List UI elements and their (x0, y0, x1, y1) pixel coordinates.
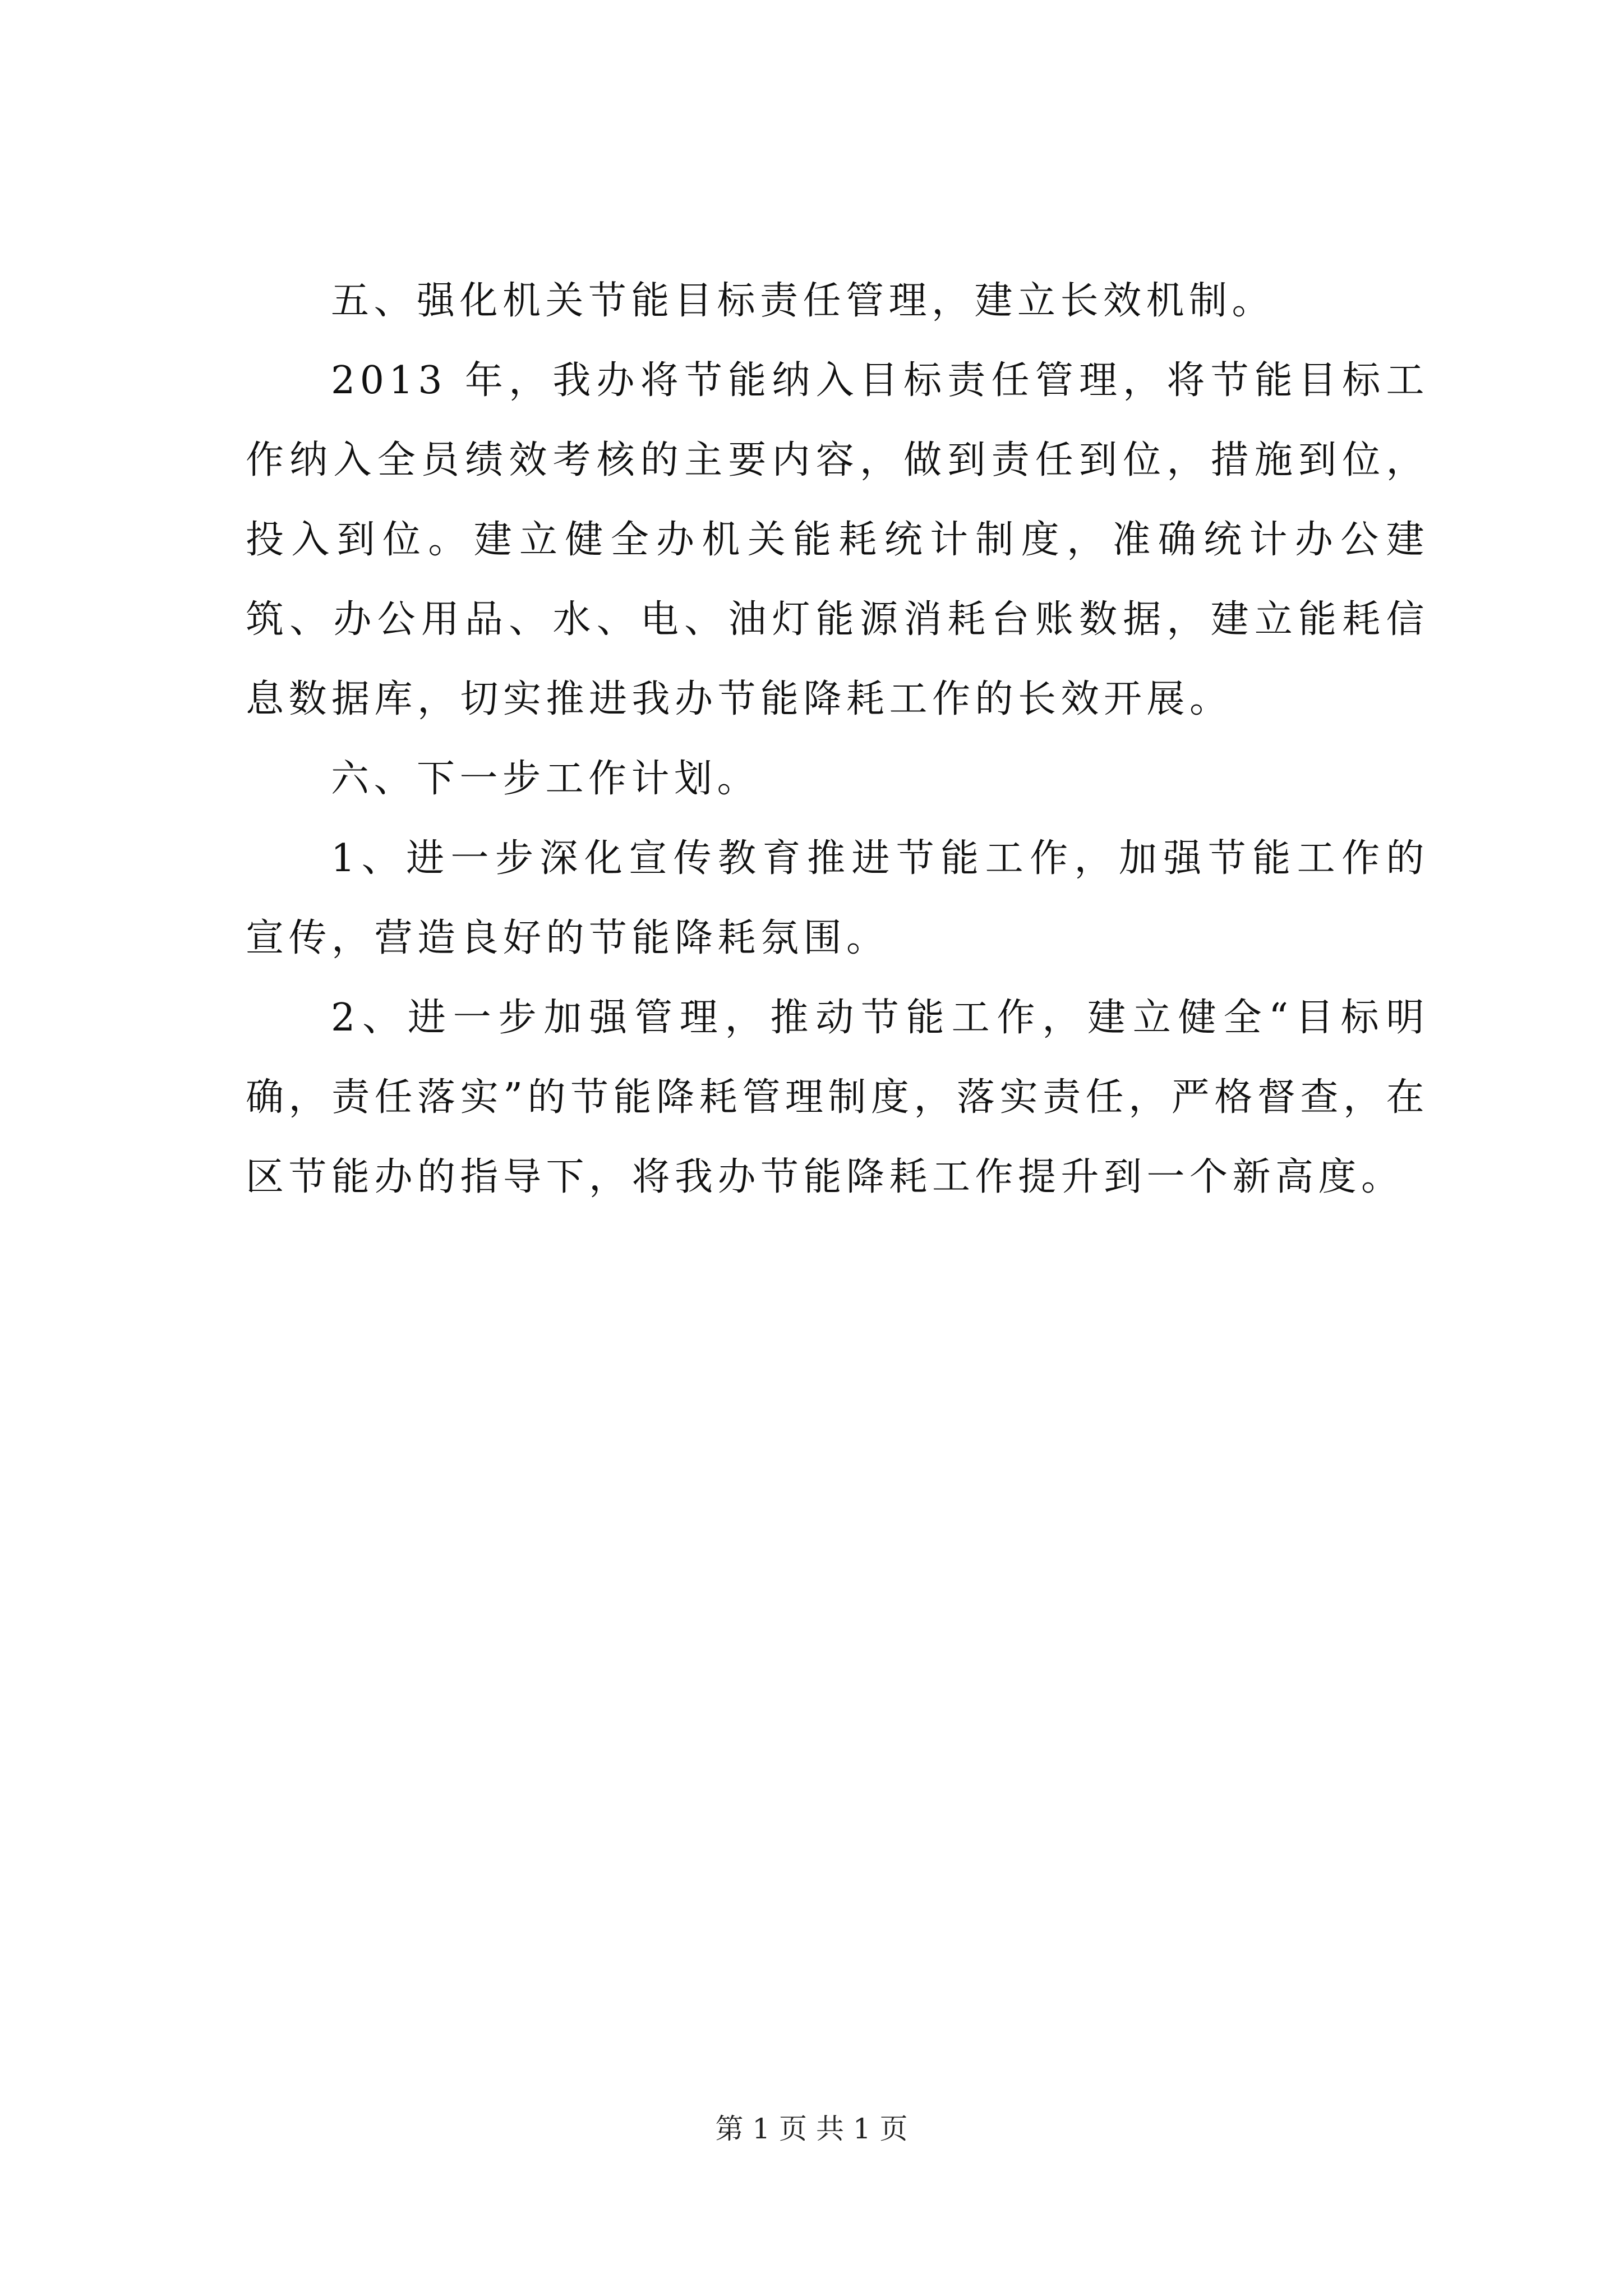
section-heading-six: 六、下一步工作计划。 (331, 757, 760, 801)
section-heading-five: 五、强化机关节能目标责任管理，建立长效机制。 (331, 279, 1275, 323)
document-body (246, 261, 1429, 1217)
plan-item-2: 2、进一步加强管理，推动节能工作，建立健全“目标明确，责任落实”的节能降耗管理制度，落实责任，严格督查，在区节能办的指导下，将我办节能降耗工作提升到一个新高度。 (246, 996, 1429, 1199)
plan-item-1: 1、进一步深化宣传教育推进节能工作，加强节能工作的宣传，营造良好的节能降耗氛围。 (246, 836, 1429, 960)
page-number-footer: 第 1 页 共 1 页 (715, 2113, 908, 2145)
body-paragraph: 2013 年，我办将节能纳入目标责任管理，将节能目标工作纳入全员绩效考核的主要内容，做到责任到位，措施到位，投入到位。建立健全办机关能耗统计制度，准确统计办公建筑、办公用品、水、电、油灯能源消耗台账数据，建立能耗信息数据库，切实推进我办节能降耗工作的长效开展。 (246, 358, 1429, 721)
